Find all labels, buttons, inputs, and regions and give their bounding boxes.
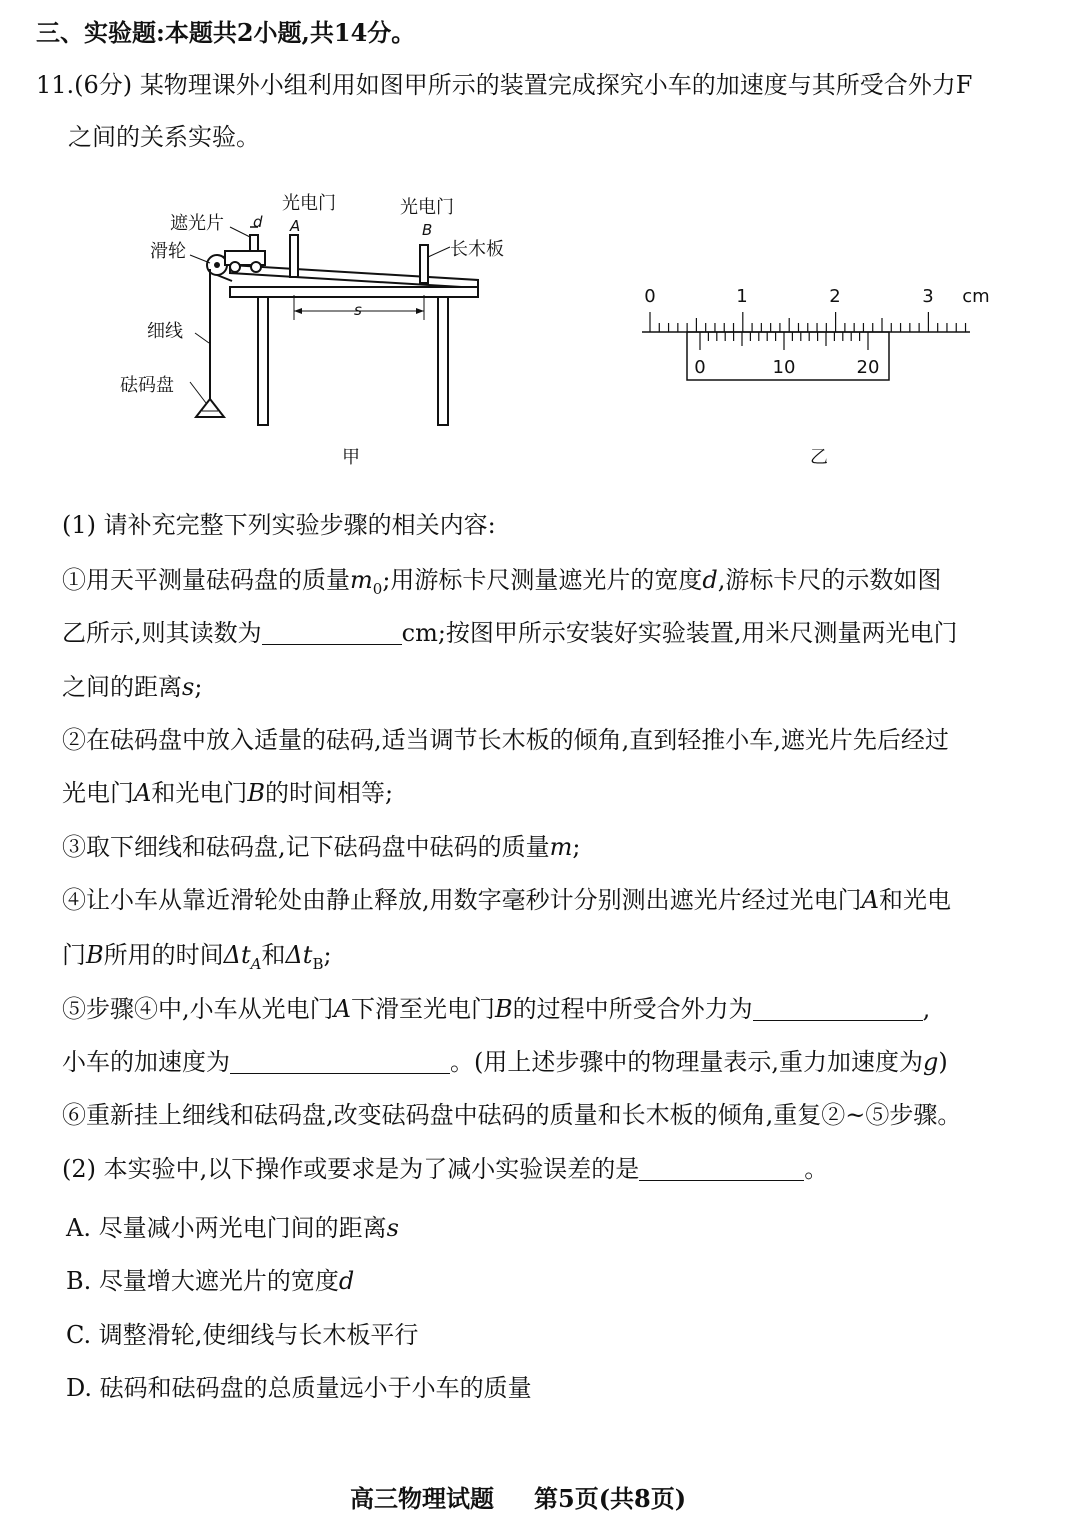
var-m0-sub: 0 [372,579,383,598]
step5-line1 [62,994,930,1024]
step5-comma: , [922,995,931,1023]
step3-text-a: ③取下细线和砝码盘,记下砝码盘中砝码的质量 [62,833,550,861]
option-b-text: B. 尽量增大遮光片的宽度 [66,1267,339,1295]
vernier-label-0: 0 [694,357,706,378]
var-A: A [333,995,351,1023]
step6: ⑥重新挂上细线和砝码盘,改变砝码盘中砝码的质量和长木板的倾角,重复②~⑤步骤。 [62,1101,962,1129]
option-b-var: d [338,1267,355,1295]
blank-part2-answer[interactable] [639,1156,804,1181]
shade-plate-icon [250,235,258,251]
main-scale-label-2: 2 [829,286,841,307]
var-g: g [923,1048,939,1076]
option-c[interactable]: C. 调整滑轮,使细线与长木板平行 [66,1321,419,1349]
step1-text-a: ①用天平测量砝码盘的质量 [62,566,350,594]
step4-line2 [62,940,332,979]
option-a-text: A. 尽量减小两光电门间的距离 [66,1214,387,1242]
part2-heading [62,1154,828,1184]
main-scale-label-3: 3 [922,286,934,307]
var-B: B [86,941,104,969]
step4-line1-b: 和光电 [878,886,951,914]
part2-head-text: (2) 本实验中,以下操作或要求是为了减小实验误差的是 [62,1155,640,1183]
var-delta-t-a-sub: A [250,954,262,973]
step1-line3-b: ; [194,673,203,701]
label-tray: 砝码盘 [120,375,174,396]
step4-line1-a: ④让小车从靠近滑轮处由静止释放,用数字毫秒计分别测出遮光片经过光电门 [62,886,862,914]
figure-jia-caption: 甲 [342,447,360,468]
step1-text-c: ,游标卡尺的示数如图 [717,566,942,594]
var-delta-t-b-sub: B [312,954,324,973]
table-leg-left [258,297,268,425]
label-shade-plate: 遮光片 [170,213,224,234]
main-scale-label-0: 0 [644,286,656,307]
step5-line1-c: 的过程中所受合外力为 [512,995,753,1023]
step5-line1-b: 下滑至光电门 [350,995,495,1023]
vernier-label-20: 20 [856,357,880,378]
footer [350,1484,686,1514]
step4-line2-b: 所用的时间 [103,941,224,969]
photogate-b-icon [420,245,428,283]
step5-line2-b: 。(用上述步骤中的物理量表示,重力加速度为 [450,1048,923,1076]
step2-line2-c: 的时间相等; [264,779,394,807]
vernier-scale-ticks [700,332,868,350]
step3 [62,832,581,862]
option-b[interactable] [66,1266,354,1296]
step1-text-b: ;用游标卡尺测量遮光片的宽度 [382,566,703,594]
step4-end: ; [323,941,332,969]
step2-line2-a: 光电门 [62,779,134,807]
step1-line2-a: 乙所示,则其读数为 [62,619,262,647]
step2-line1: ②在砝码盘中放入适量的砝码,适当调节长木板的倾角,直到轻推小车,遮光片先后经过 [62,726,949,754]
step1-line2 [62,618,958,648]
label-pulley: 滑轮 [150,241,186,262]
step1-line2-b: cm;按图甲所示安装好实验装置,用米尺测量两光电门 [401,619,958,647]
step4-line2-a: 门 [62,941,86,969]
var-d: d [702,566,718,594]
step5-line1-a: ⑤步骤④中,小车从光电门 [62,995,334,1023]
table-top [230,287,478,297]
label-string: 细线 [147,321,183,342]
step5-line2-a: 小车的加速度为 [62,1048,230,1076]
label-gate-b: 光电门 [400,197,454,218]
figure-yi-caption: 乙 [810,447,828,468]
photogate-a-icon [290,235,298,277]
weight-tray-icon [196,399,224,417]
option-a-var: s [386,1214,399,1242]
figure-jia [110,185,510,475]
option-d[interactable]: D. 砝码和砝码盘的总质量远小于小车的质量 [66,1374,532,1402]
label-gate-b-letter: B [422,221,433,239]
step5-line2 [62,1047,948,1077]
question-11-intro [36,70,972,100]
table-leg-right [438,297,448,425]
step1-line1 [62,565,941,604]
step5-close: ) [938,1048,948,1076]
blank-net-force[interactable] [753,996,923,1021]
var-B: B [494,995,513,1023]
long-board [230,265,478,288]
step1-line3-a: 之间的距离 [62,673,182,701]
vernier-label-10: 10 [772,357,796,378]
footer-subject: 高三物理试题 [350,1484,494,1513]
question-number: 11. [36,71,75,99]
part2-end: 。 [804,1155,829,1183]
step1-line3 [62,672,202,702]
var-delta-t-a: Δt [223,941,251,969]
label-gate-a: 光电门 [282,193,336,214]
step3-text-b: ; [572,833,581,861]
unit-label: cm [962,286,990,307]
var-delta-t-b: Δt [285,941,313,969]
question-intro-line2: 之间的关系实验。 [68,123,260,151]
step2-line2 [62,778,393,808]
main-scale-label-1: 1 [736,286,748,307]
step4-and: 和 [261,941,286,969]
step4-line1 [62,885,951,915]
question-intro-line1: 某物理课外小组利用如图甲所示的装置完成探究小车的加速度与其所受合外力F [139,71,973,99]
figure-yi [630,280,1010,480]
part1-heading: (1) 请补充完整下列实验步骤的相关内容: [62,511,496,539]
var-m: m [549,833,573,861]
label-d: d [253,213,263,231]
label-gate-a-letter: A [290,217,301,235]
label-s: s [354,301,362,319]
var-m0: m [350,566,373,594]
question-score: (6分) [74,71,133,99]
option-a[interactable] [66,1213,399,1243]
step2-line2-b: 和光电门 [151,779,248,807]
var-s: s [182,673,195,701]
blank-acceleration[interactable] [230,1049,450,1074]
main-scale-ticks [650,312,966,332]
label-board: 长木板 [450,239,504,260]
var-A: A [861,886,879,914]
var-B: B [247,779,265,807]
var-A: A [134,779,152,807]
blank-reading[interactable] [262,620,402,645]
footer-page: 第5页(共8页) [534,1484,687,1513]
section-title: 三、实验题:本题共2小题,共14分。 [36,18,416,47]
